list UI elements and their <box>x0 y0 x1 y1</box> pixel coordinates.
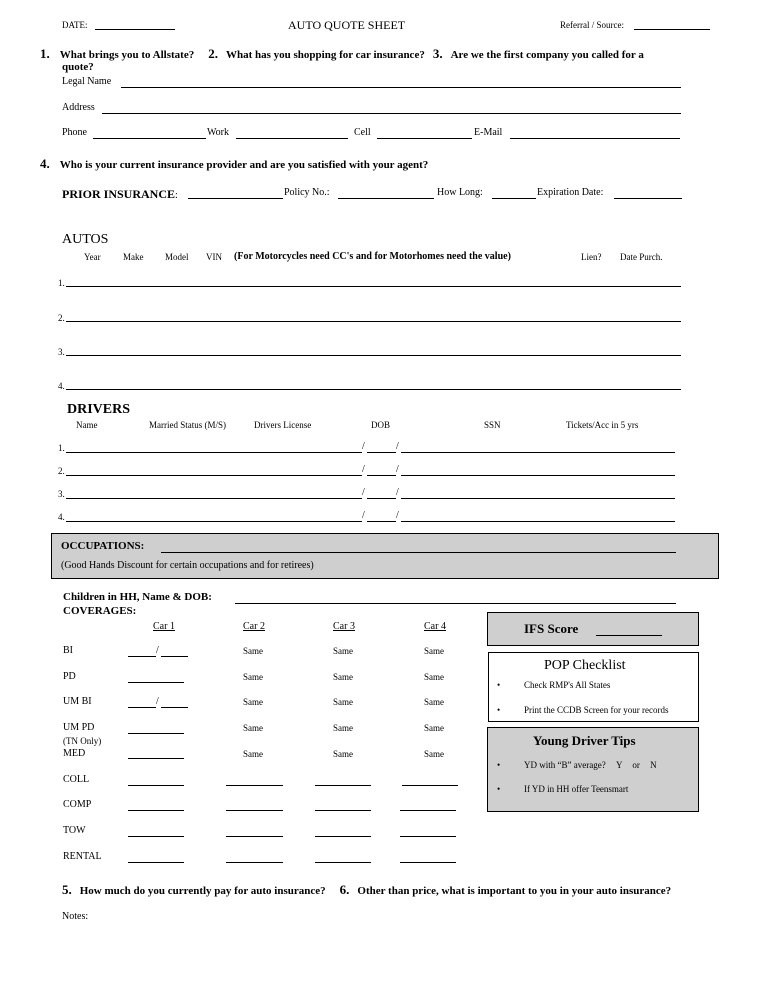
same-text: Same <box>333 723 353 733</box>
coll-car3-field[interactable] <box>315 785 371 786</box>
driver-row-number: 2. <box>58 466 65 476</box>
question-1-number: 1. <box>40 46 50 61</box>
driver-dob-field[interactable] <box>367 475 396 476</box>
coverages-heading: COVERAGES: <box>63 605 137 617</box>
tow-car1-field[interactable] <box>128 836 184 837</box>
comp-car2-field[interactable] <box>226 810 283 811</box>
how-long-label: How Long: <box>437 187 483 198</box>
coverage-car-2: Car 2 <box>243 621 265 632</box>
dob-slash: / <box>362 510 365 521</box>
driver-row-field[interactable] <box>66 475 362 476</box>
bi-car1-field-2[interactable] <box>161 656 188 657</box>
tow-car2-field[interactable] <box>226 836 283 837</box>
coverage-pd-label: PD <box>63 671 76 682</box>
bullet-icon: • <box>497 705 501 715</box>
auto-row-number: 1. <box>58 278 65 288</box>
question-4 <box>40 155 428 173</box>
drivers-col-dob: DOB <box>371 420 391 430</box>
prior-insurance-colon: : <box>175 190 178 201</box>
occupations-label: OCCUPATIONS: <box>61 540 145 552</box>
same-text: Same <box>333 749 353 759</box>
or-text: or <box>632 760 640 770</box>
dob-slash: / <box>362 441 365 452</box>
young-driver-item-text: YD with “B” average? <box>524 760 606 770</box>
coverage-car-4: Car 4 <box>424 621 446 632</box>
coverage-umpd-label: UM PD <box>63 722 95 733</box>
pd-car1-field[interactable] <box>128 682 184 683</box>
auto-row-field[interactable] <box>66 321 681 322</box>
bullet-icon: • <box>497 784 501 794</box>
legal-name-field[interactable] <box>121 87 681 88</box>
drivers-col-license: Drivers License <box>254 420 312 430</box>
coverage-comp-label: COMP <box>63 799 92 810</box>
driver-row-field[interactable] <box>66 521 362 522</box>
same-text: Same <box>333 697 353 707</box>
legal-name-label: Legal Name <box>62 76 112 87</box>
auto-row-field[interactable] <box>66 286 681 287</box>
driver-row-field[interactable] <box>401 498 675 499</box>
drivers-col-tickets: Tickets/Acc in 5 yrs <box>566 420 639 430</box>
coll-car1-field[interactable] <box>128 785 184 786</box>
children-label: Children in HH, Name & DOB: <box>63 591 212 603</box>
coverage-med-label: MED <box>63 748 86 759</box>
drivers-col-ssn: SSN <box>484 420 501 430</box>
comp-car3-field[interactable] <box>315 810 371 811</box>
driver-dob-field[interactable] <box>367 452 396 453</box>
question-4-text: Who is your current insurance provider and are you satisfied with your agent? <box>59 159 429 171</box>
cell-label: Cell <box>354 127 371 138</box>
dob-slash: / <box>396 441 399 452</box>
autos-col-lien: Lien? <box>581 252 602 262</box>
bi-car1-field[interactable] <box>128 656 156 657</box>
dob-slash: / <box>396 487 399 498</box>
question-2-number: 2. <box>208 46 218 61</box>
expiration-label: Expiration Date: <box>537 187 604 198</box>
same-text: Same <box>333 646 353 656</box>
phone-label: Phone <box>62 127 87 138</box>
comp-car4-field[interactable] <box>400 810 456 811</box>
driver-row-number: 3. <box>58 489 65 499</box>
tow-car3-field[interactable] <box>315 836 371 837</box>
driver-dob-field[interactable] <box>367 521 396 522</box>
umbi-slash: / <box>156 696 159 707</box>
dob-slash: / <box>396 510 399 521</box>
children-field[interactable] <box>235 603 676 604</box>
same-text: Same <box>243 697 263 707</box>
young-driver-title: Young Driver Tips <box>533 733 636 748</box>
same-text: Same <box>243 646 263 656</box>
email-field[interactable] <box>510 138 680 139</box>
rental-car4-field[interactable] <box>400 862 456 863</box>
drivers-heading: DRIVERS <box>67 402 131 417</box>
autos-col-vin: VIN <box>206 252 222 262</box>
phone-field[interactable] <box>93 138 206 139</box>
question-6-text: Other than price, what is important to you in your auto insurance? <box>357 885 672 897</box>
prior-insurance-label: PRIOR INSURANCE <box>62 187 176 201</box>
auto-row-field[interactable] <box>66 355 681 356</box>
question-5-6 <box>62 881 671 899</box>
work-label: Work <box>207 127 229 138</box>
driver-row-field[interactable] <box>401 521 675 522</box>
question-2-text: What has you shopping for car insurance? <box>225 49 425 61</box>
same-text: Same <box>333 672 353 682</box>
pop-checklist-title: POP Checklist <box>544 658 626 673</box>
driver-row-field[interactable] <box>66 452 362 453</box>
autos-heading: AUTOS <box>62 232 109 247</box>
same-text: Same <box>243 672 263 682</box>
young-driver-item <box>524 760 657 770</box>
driver-row-number: 4. <box>58 512 65 522</box>
ifs-score-field[interactable] <box>596 635 662 636</box>
auto-row-field[interactable] <box>66 389 681 390</box>
ifs-score-label: IFS Score <box>524 621 579 636</box>
date-field[interactable] <box>95 29 175 30</box>
same-text: Same <box>424 646 444 656</box>
driver-dob-field[interactable] <box>367 498 396 499</box>
med-car1-field[interactable] <box>128 758 184 759</box>
autos-col-date-purch: Date Purch. <box>620 252 663 262</box>
how-long-field[interactable] <box>492 198 536 199</box>
policy-no-field[interactable] <box>338 198 434 199</box>
driver-row-field[interactable] <box>401 452 675 453</box>
driver-row-field[interactable] <box>401 475 675 476</box>
umpd-car1-field[interactable] <box>128 733 184 734</box>
policy-no-label: Policy No.: <box>284 187 330 198</box>
cell-field[interactable] <box>377 138 472 139</box>
prior-insurance-field[interactable] <box>188 198 283 199</box>
question-3-text-cont: quote? <box>62 61 94 73</box>
drivers-col-name: Name <box>76 420 98 430</box>
question-3-number: 3. <box>432 46 443 61</box>
autos-note: (For Motorcycles need CC's and for Motorhomes need the value) <box>234 251 511 262</box>
no-option[interactable]: N <box>650 760 657 770</box>
bullet-icon: • <box>497 760 501 770</box>
question-5-text: How much do you currently pay for auto insurance? <box>79 885 326 897</box>
rental-car1-field[interactable] <box>128 862 184 863</box>
question-1-text: What brings you to Allstate? <box>59 49 195 61</box>
driver-row-field[interactable] <box>66 498 362 499</box>
auto-row-number: 2. <box>58 313 65 323</box>
yes-option[interactable]: Y <box>615 760 623 770</box>
notes-label: Notes: <box>62 911 89 922</box>
coverage-tow-label: TOW <box>63 825 86 836</box>
coverage-car-1: Car 1 <box>153 621 175 632</box>
coverage-bi-label: BI <box>63 645 73 656</box>
auto-row-number: 4. <box>58 381 65 391</box>
coll-car4-field[interactable] <box>402 785 458 786</box>
young-driver-item: If YD in HH offer Teensmart <box>524 784 629 794</box>
occupations-note: (Good Hands Discount for certain occupations and for retirees) <box>61 560 314 571</box>
umbi-car1-field[interactable] <box>128 707 156 708</box>
coverage-rental-label: RENTAL <box>63 851 102 862</box>
umbi-car1-field-2[interactable] <box>161 707 188 708</box>
work-field[interactable] <box>236 138 348 139</box>
ifs-score-box <box>487 612 699 646</box>
email-label: E-Mail <box>474 127 503 138</box>
coverage-umpd-note: (TN Only) <box>63 736 102 746</box>
pop-item: Check RMP's All States <box>524 680 611 690</box>
question-4-number: 4. <box>40 156 50 171</box>
tow-car4-field[interactable] <box>400 836 456 837</box>
same-text: Same <box>424 697 444 707</box>
address-label: Address <box>62 102 95 113</box>
rental-car2-field[interactable] <box>226 862 283 863</box>
comp-car1-field[interactable] <box>128 810 184 811</box>
autos-col-make: Make <box>123 252 144 262</box>
prior-insurance-row <box>62 185 178 203</box>
bullet-icon: • <box>497 680 501 690</box>
referral-field[interactable] <box>634 29 710 30</box>
autos-col-year: Year <box>84 252 101 262</box>
same-text: Same <box>243 723 263 733</box>
bi-slash: / <box>156 645 159 656</box>
dob-slash: / <box>396 464 399 475</box>
question-3-text: Are we the first company you called for a <box>450 49 644 61</box>
date-label: DATE: <box>62 20 88 30</box>
auto-row-number: 3. <box>58 347 65 357</box>
coverage-umbi-label: UM BI <box>63 696 92 707</box>
referral-label: Referral / Source: <box>560 20 624 30</box>
coll-car2-field[interactable] <box>226 785 283 786</box>
occupations-field[interactable] <box>161 552 676 553</box>
expiration-field[interactable] <box>614 198 682 199</box>
same-text: Same <box>243 749 263 759</box>
driver-row-number: 1. <box>58 443 65 453</box>
same-text: Same <box>424 749 444 759</box>
coverage-car-3: Car 3 <box>333 621 355 632</box>
page-title: AUTO QUOTE SHEET <box>288 18 406 32</box>
question-6-number: 6. <box>339 882 350 897</box>
same-text: Same <box>424 672 444 682</box>
address-field[interactable] <box>102 113 681 114</box>
dob-slash: / <box>362 487 365 498</box>
coverage-coll-label: COLL <box>63 774 90 785</box>
drivers-col-married: Married Status (M/S) <box>149 420 226 430</box>
pop-item: Print the CCDB Screen for your records <box>524 705 669 715</box>
occupations-box <box>51 533 719 579</box>
autos-col-model: Model <box>165 252 189 262</box>
question-1 <box>40 45 644 63</box>
dob-slash: / <box>362 464 365 475</box>
rental-car3-field[interactable] <box>315 862 371 863</box>
question-5-number: 5. <box>62 882 72 897</box>
same-text: Same <box>424 723 444 733</box>
